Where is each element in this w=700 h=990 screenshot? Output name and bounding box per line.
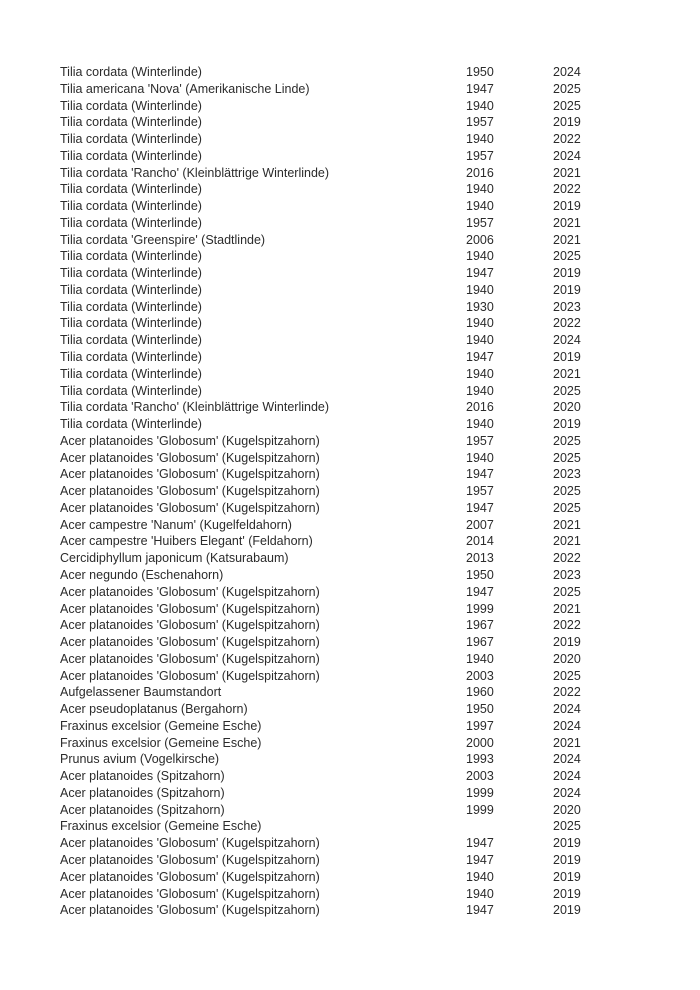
year-inspected: 2020 (553, 400, 581, 415)
species-name: Acer platanoides 'Globosum' (Kugelspitzahorn) (60, 433, 320, 448)
table-row (60, 735, 623, 752)
year-planted: 1950 (466, 702, 494, 717)
year-inspected: 2021 (553, 165, 581, 180)
year-inspected: 2024 (553, 785, 581, 800)
table-row (60, 567, 623, 584)
species-name: Tilia cordata (Winterlinde) (60, 383, 202, 398)
table-row (60, 785, 623, 802)
year-planted: 1957 (466, 215, 494, 230)
table-row (60, 668, 623, 685)
species-name: Acer platanoides 'Globosum' (Kugelspitzahorn) (60, 484, 320, 499)
species-name: Fraxinus excelsior (Gemeine Esche) (60, 819, 262, 834)
species-name: Aufgelassener Baumstandort (60, 685, 222, 700)
year-inspected: 2025 (553, 450, 581, 465)
year-inspected: 2024 (553, 718, 581, 733)
table-row (60, 181, 623, 198)
table-row (60, 768, 623, 785)
year-inspected: 2025 (553, 249, 581, 264)
species-name: Acer platanoides 'Globosum' (Kugelspitzahorn) (60, 601, 320, 616)
table-row (60, 114, 623, 131)
tree-list (60, 64, 623, 919)
year-planted: 1947 (466, 81, 494, 96)
year-planted: 1957 (466, 148, 494, 163)
year-planted: 1940 (466, 417, 494, 432)
year-inspected: 2021 (553, 534, 581, 549)
table-row (60, 450, 623, 467)
table-row (60, 349, 623, 366)
species-name: Tilia cordata (Winterlinde) (60, 333, 202, 348)
table-row (60, 517, 623, 534)
species-name: Acer platanoides 'Globosum' (Kugelspitzahorn) (60, 500, 320, 515)
table-row (60, 886, 623, 903)
table-row (60, 500, 623, 517)
year-planted: 2006 (466, 232, 494, 247)
year-planted: 2013 (466, 551, 494, 566)
table-row (60, 315, 623, 332)
species-name: Tilia cordata (Winterlinde) (60, 249, 202, 264)
year-planted: 2016 (466, 165, 494, 180)
table-row (60, 550, 623, 567)
year-planted: 2003 (466, 668, 494, 683)
year-inspected: 2019 (553, 635, 581, 650)
year-inspected: 2024 (553, 702, 581, 717)
year-planted: 1957 (466, 115, 494, 130)
species-name: Acer platanoides 'Globosum' (Kugelspitzahorn) (60, 836, 320, 851)
table-row (60, 852, 623, 869)
year-inspected: 2023 (553, 467, 581, 482)
table-row (60, 533, 623, 550)
year-inspected: 2022 (553, 182, 581, 197)
year-inspected: 2022 (553, 132, 581, 147)
species-name: Tilia cordata (Winterlinde) (60, 132, 202, 147)
year-planted: 2016 (466, 400, 494, 415)
table-row (60, 751, 623, 768)
year-inspected: 2025 (553, 819, 581, 834)
species-name: Tilia cordata (Winterlinde) (60, 199, 202, 214)
year-planted: 1947 (466, 500, 494, 515)
year-inspected: 2024 (553, 65, 581, 79)
year-inspected: 2022 (553, 551, 581, 566)
table-row (60, 902, 623, 919)
year-inspected: 2019 (553, 903, 581, 918)
year-inspected: 2019 (553, 886, 581, 901)
year-planted: 1940 (466, 450, 494, 465)
year-inspected: 2025 (553, 668, 581, 683)
year-inspected: 2019 (553, 115, 581, 130)
table-row (60, 634, 623, 651)
species-name: Acer platanoides 'Globosum' (Kugelspitzahorn) (60, 886, 320, 901)
year-inspected: 2024 (553, 148, 581, 163)
year-planted: 1997 (466, 718, 494, 733)
table-row (60, 148, 623, 165)
table-row (60, 617, 623, 634)
species-name: Acer platanoides 'Globosum' (Kugelspitzahorn) (60, 618, 320, 633)
table-row (60, 198, 623, 215)
table-row (60, 64, 623, 81)
year-planted: 1947 (466, 350, 494, 365)
year-planted: 1940 (466, 383, 494, 398)
table-row (60, 215, 623, 232)
year-planted: 1947 (466, 903, 494, 918)
year-planted: 1957 (466, 433, 494, 448)
species-name: Tilia cordata (Winterlinde) (60, 182, 202, 197)
table-row (60, 81, 623, 98)
year-inspected: 2023 (553, 299, 581, 314)
table-row (60, 232, 623, 249)
year-inspected: 2019 (553, 836, 581, 851)
year-planted: 1960 (466, 685, 494, 700)
species-name: Acer platanoides 'Globosum' (Kugelspitzahorn) (60, 450, 320, 465)
year-planted: 1940 (466, 282, 494, 297)
year-inspected: 2019 (553, 852, 581, 867)
table-row (60, 466, 623, 483)
year-inspected: 2024 (553, 769, 581, 784)
species-name: Tilia cordata (Winterlinde) (60, 299, 202, 314)
table-row (60, 835, 623, 852)
species-name: Acer platanoides (Spitzahorn) (60, 769, 225, 784)
table-row (60, 433, 623, 450)
species-name: Acer platanoides 'Globosum' (Kugelspitzahorn) (60, 467, 320, 482)
year-inspected: 2019 (553, 282, 581, 297)
table-row (60, 383, 623, 400)
species-name: Acer platanoides 'Globosum' (Kugelspitzahorn) (60, 903, 320, 918)
year-inspected: 2021 (553, 366, 581, 381)
year-inspected: 2025 (553, 584, 581, 599)
year-planted: 1947 (466, 852, 494, 867)
year-inspected: 2025 (553, 433, 581, 448)
species-name: Tilia cordata (Winterlinde) (60, 215, 202, 230)
table-row (60, 98, 623, 115)
species-name: Tilia cordata (Winterlinde) (60, 316, 202, 331)
year-inspected: 2025 (553, 98, 581, 113)
year-planted: 2014 (466, 534, 494, 549)
year-inspected: 2025 (553, 383, 581, 398)
year-inspected: 2022 (553, 618, 581, 633)
year-planted: 1940 (466, 333, 494, 348)
year-inspected: 2020 (553, 651, 581, 666)
species-name: Tilia cordata (Winterlinde) (60, 282, 202, 297)
species-name: Acer platanoides 'Globosum' (Kugelspitzahorn) (60, 668, 320, 683)
year-planted: 1967 (466, 618, 494, 633)
table-row (60, 818, 623, 835)
table-row (60, 399, 623, 416)
year-planted: 1940 (466, 869, 494, 884)
year-planted: 1940 (466, 199, 494, 214)
species-name: Fraxinus excelsior (Gemeine Esche) (60, 735, 262, 750)
year-inspected: 2021 (553, 601, 581, 616)
species-name: Tilia americana 'Nova' (Amerikanische Linde) (60, 81, 310, 96)
year-inspected: 2024 (553, 752, 581, 767)
year-inspected: 2021 (553, 215, 581, 230)
table-row (60, 701, 623, 718)
species-name: Fraxinus excelsior (Gemeine Esche) (60, 718, 262, 733)
year-planted: 1940 (466, 249, 494, 264)
year-planted: 1947 (466, 266, 494, 281)
table-row (60, 299, 623, 316)
year-planted: 1993 (466, 752, 494, 767)
year-planted: 1940 (466, 182, 494, 197)
year-planted: 1947 (466, 584, 494, 599)
year-planted: 1950 (466, 65, 494, 79)
year-planted: 1940 (466, 132, 494, 147)
year-planted: 1940 (466, 98, 494, 113)
year-inspected: 2019 (553, 869, 581, 884)
species-name: Acer platanoides 'Globosum' (Kugelspitzahorn) (60, 584, 320, 599)
year-inspected: 2019 (553, 199, 581, 214)
year-planted: 1999 (466, 785, 494, 800)
species-name: Tilia cordata (Winterlinde) (60, 350, 202, 365)
year-inspected: 2019 (553, 417, 581, 432)
species-name: Acer negundo (Eschenahorn) (60, 567, 224, 582)
table-row (60, 483, 623, 500)
year-inspected: 2022 (553, 316, 581, 331)
year-planted: 2007 (466, 517, 494, 532)
year-planted: 1940 (466, 886, 494, 901)
year-inspected: 2021 (553, 517, 581, 532)
species-name: Acer platanoides 'Globosum' (Kugelspitzahorn) (60, 869, 320, 884)
year-planted: 1999 (466, 802, 494, 817)
table-row (60, 684, 623, 701)
species-name: Acer campestre 'Huibers Elegant' (Feldahorn) (60, 534, 313, 549)
table-row (60, 416, 623, 433)
year-inspected: 2025 (553, 81, 581, 96)
year-inspected: 2022 (553, 685, 581, 700)
species-name: Acer platanoides (Spitzahorn) (60, 802, 225, 817)
species-name: Tilia cordata 'Rancho' (Kleinblättrige Winterlinde) (60, 165, 330, 180)
species-name: Tilia cordata 'Rancho' (Kleinblättrige Winterlinde) (60, 400, 330, 415)
species-name: Tilia cordata (Winterlinde) (60, 148, 202, 163)
species-name: Tilia cordata (Winterlinde) (60, 417, 202, 432)
year-inspected: 2023 (553, 567, 581, 582)
table-row (60, 366, 623, 383)
species-name: Acer pseudoplatanus (Bergahorn) (60, 702, 248, 717)
table-row (60, 265, 623, 282)
year-inspected: 2019 (553, 350, 581, 365)
year-planted: 1957 (466, 484, 494, 499)
year-planted: 1947 (466, 836, 494, 851)
year-planted: 1930 (466, 299, 494, 314)
table-row (60, 282, 623, 299)
table-row (60, 802, 623, 819)
species-name: Acer campestre 'Nanum' (Kugelfeldahorn) (60, 517, 292, 532)
species-name: Acer platanoides 'Globosum' (Kugelspitzahorn) (60, 651, 320, 666)
species-name: Tilia cordata (Winterlinde) (60, 65, 202, 79)
table-row (60, 718, 623, 735)
table-row (60, 131, 623, 148)
table-row (60, 248, 623, 265)
year-inspected: 2025 (553, 500, 581, 515)
year-inspected: 2021 (553, 735, 581, 750)
year-planted: 1999 (466, 601, 494, 616)
year-planted: 1940 (466, 651, 494, 666)
year-planted: 1967 (466, 635, 494, 650)
year-inspected: 2021 (553, 232, 581, 247)
species-name: Acer platanoides (Spitzahorn) (60, 785, 225, 800)
table-row (60, 601, 623, 618)
year-inspected: 2020 (553, 802, 581, 817)
year-planted: 2003 (466, 769, 494, 784)
year-inspected: 2019 (553, 266, 581, 281)
species-name: Tilia cordata (Winterlinde) (60, 266, 202, 281)
year-inspected: 2025 (553, 484, 581, 499)
species-name: Acer platanoides 'Globosum' (Kugelspitzahorn) (60, 852, 320, 867)
year-inspected: 2024 (553, 333, 581, 348)
species-name: Tilia cordata (Winterlinde) (60, 115, 202, 130)
table-row (60, 651, 623, 668)
year-planted: 2000 (466, 735, 494, 750)
species-name: Cercidiphyllum japonicum (Katsurabaum) (60, 551, 289, 566)
year-planted: 1947 (466, 467, 494, 482)
year-planted: 1950 (466, 567, 494, 582)
species-name: Prunus avium (Vogelkirsche) (60, 752, 220, 767)
species-name: Tilia cordata (Winterlinde) (60, 366, 202, 381)
species-name: Tilia cordata 'Greenspire' (Stadtlinde) (60, 232, 266, 247)
table-row (60, 584, 623, 601)
year-planted: 1940 (466, 366, 494, 381)
species-name: Acer platanoides 'Globosum' (Kugelspitzahorn) (60, 635, 320, 650)
table-row (60, 165, 623, 182)
species-name: Tilia cordata (Winterlinde) (60, 98, 202, 113)
table-row (60, 869, 623, 886)
year-planted: 1940 (466, 316, 494, 331)
table-row (60, 332, 623, 349)
